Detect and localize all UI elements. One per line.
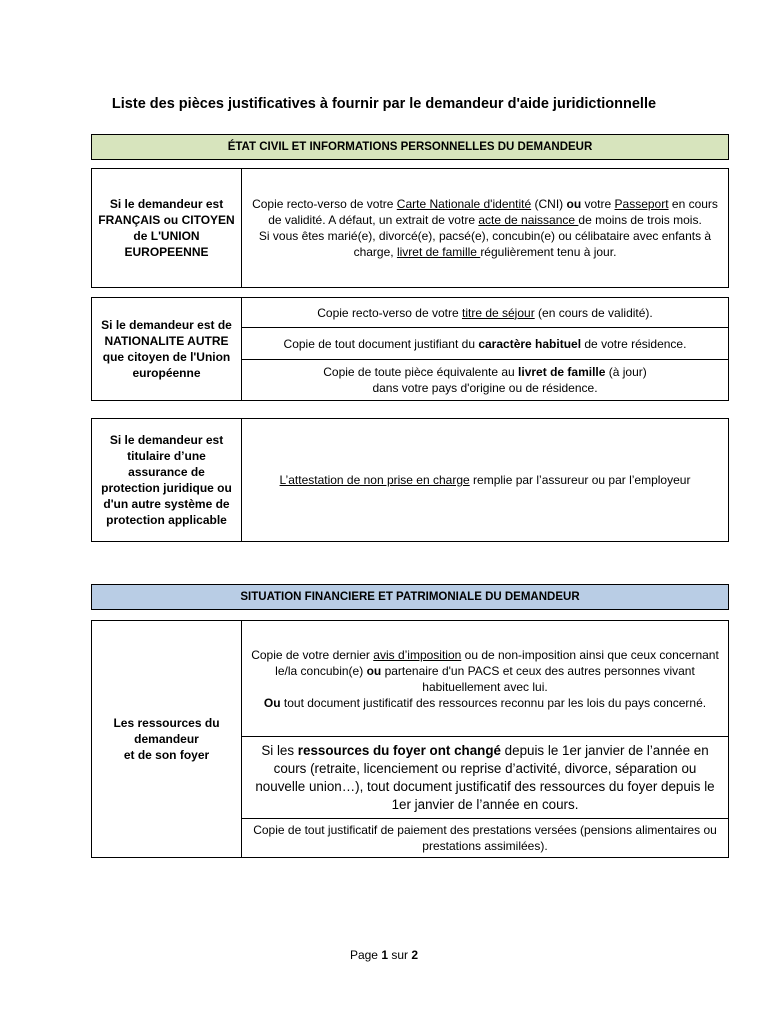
text: depuis le 1er janvier de l’année en cours (retraite, licenciement ou reprise d’activité, divorce, séparation ou nouvelle union…), tout document justificatif des ressources du foyer depuis le 1er janvier de l’année en cours.	[255, 742, 715, 812]
text: Copie recto-verso de votre	[317, 305, 462, 320]
cell-residence	[242, 328, 729, 360]
table-ressources	[91, 620, 729, 858]
section-header-etat-civil: ÉTAT CIVIL ET INFORMATIONS PERSONNELLES DU DEMANDEUR	[91, 134, 729, 160]
text: (à jour)	[605, 365, 647, 379]
text: Page	[349, 948, 382, 962]
livret-famille-term: livret de famille	[396, 245, 481, 259]
row-label-autre-nationalite: Si le demandeur est de NATIONALITE AUTRE que citoyen de l'Union européenne	[92, 298, 242, 401]
acte-naissance-term: acte de naissance	[478, 213, 579, 227]
line	[248, 364, 722, 380]
avis-imposition-term: avis d’imposition	[373, 647, 462, 662]
text: Copie de votre dernier	[251, 647, 374, 662]
text: votre	[581, 197, 615, 211]
text: Si les	[261, 742, 298, 758]
text: de votre résidence.	[581, 336, 687, 351]
text: ou	[566, 197, 582, 211]
text: ressources du foyer ont changé	[297, 742, 501, 758]
text: partenaire d'un PACS et ceux des autres personnes vivant habituellement avec lui.	[381, 663, 695, 694]
paragraph-livret	[248, 228, 722, 260]
text: de moins de trois mois.	[578, 213, 702, 227]
cell-livret-equivalent	[242, 360, 729, 401]
text: en cours de validité. A défaut, un extrait de votre	[268, 197, 718, 227]
row-label-ressources	[92, 621, 242, 858]
page-number	[0, 948, 768, 962]
cell-attestation	[242, 419, 729, 542]
text: Copie de tout document justifiant du	[283, 336, 479, 351]
titre-sejour-term: titre de séjour	[461, 305, 535, 320]
label-line: Les ressources du demandeur	[113, 716, 220, 746]
text: Copie de toute pièce équivalente au	[323, 365, 519, 379]
text: livret de famille	[518, 365, 606, 379]
cell-avis-imposition	[242, 621, 729, 737]
passeport-term: Passeport	[614, 197, 669, 211]
text: Si vous êtes marié(e), divorcé(e), pacsé(e), concubin(e) ou célibataire avec enfants à charge,	[258, 229, 712, 259]
text: sur	[388, 948, 412, 962]
cell-titre-sejour	[242, 298, 729, 328]
text: caractère habituel	[478, 336, 582, 351]
text: Ou	[263, 695, 281, 710]
text: tout document justificatif des ressources reconnu par les lois du pays concerné.	[280, 695, 707, 710]
attestation-term: L’attestation de non prise en charge	[279, 473, 470, 487]
cni-term: Carte Nationale d'identité	[396, 197, 532, 211]
text: ou	[366, 663, 382, 678]
cell-prestations: Copie de tout justificatif de paiement des prestations versées (pensions alimentaires ou prestations assimilées).	[242, 819, 729, 858]
cell-francais-documents	[242, 169, 729, 288]
paragraph	[248, 647, 722, 695]
table-assurance	[91, 418, 729, 542]
total-pages: 2	[411, 948, 419, 962]
table-autre-nationalite	[91, 297, 729, 401]
row-label-assurance: Si le demandeur est titulaire d’une assurance de protection juridique ou d'un autre système de protection applicable	[92, 419, 242, 542]
text: ou de non-imposition ainsi que ceux concernant le/la concubin(e)	[275, 647, 719, 678]
cell-ressources-changees	[242, 737, 729, 819]
text: régulièrement tenu à jour.	[480, 245, 617, 259]
current-page: 1	[381, 948, 388, 962]
row-label-francais: Si le demandeur est FRANÇAIS ou CITOYEN de L'UNION EUROPEENNE	[92, 169, 242, 288]
label-line: et de son foyer	[123, 748, 210, 762]
text: (CNI)	[531, 197, 567, 211]
page-title: Liste des pièces justificatives à fournir par le demandeur d'aide juridictionnelle	[111, 96, 657, 112]
section-header-situation-financiere: SITUATION FINANCIERE ET PATRIMONIALE DU DEMANDEUR	[91, 584, 729, 610]
table-francais-ue	[91, 168, 729, 288]
paragraph-cni	[248, 196, 722, 228]
paragraph	[248, 695, 722, 711]
text: remplie par l’assureur ou par l’employeur	[469, 473, 691, 487]
text: Copie recto-verso de votre	[252, 197, 397, 211]
text: (en cours de validité).	[534, 305, 653, 320]
line: dans votre pays d'origine ou de résidence.	[372, 381, 598, 395]
